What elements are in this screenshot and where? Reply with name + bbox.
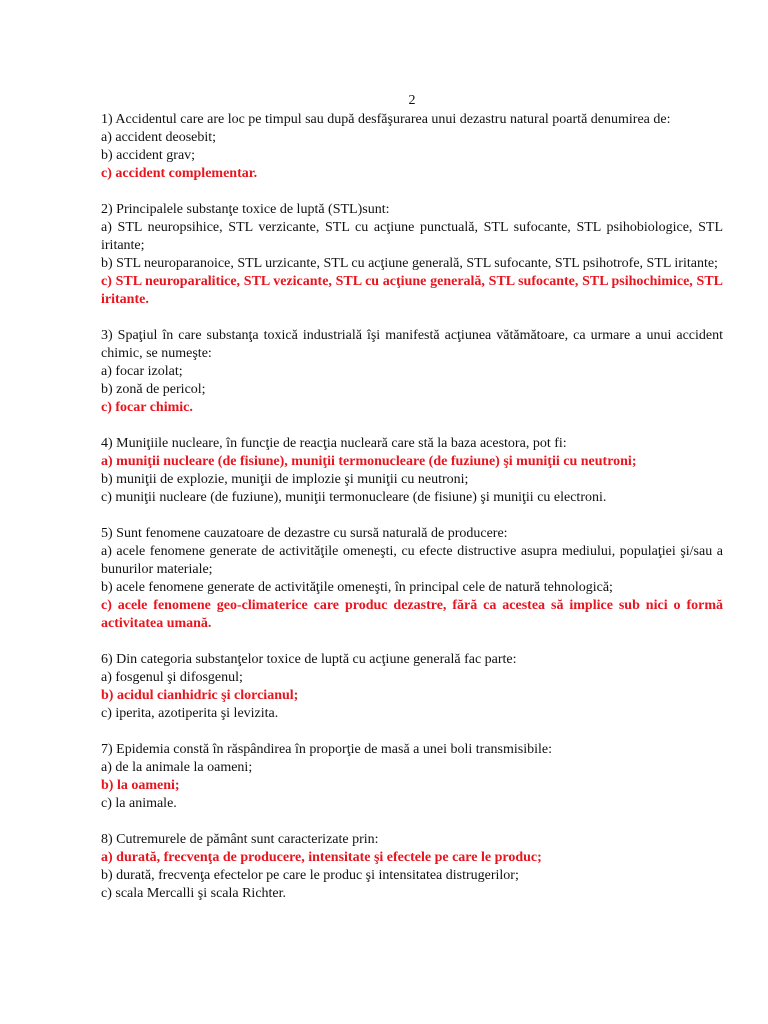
answer-option: c) iperita, azotiperita şi levizita. bbox=[101, 706, 279, 721]
correct-answer-option: c) STL neuroparalitice, STL vezicante, STL cu acţiune generală, STL sufocante, STL psihochimice, STL iritante. bbox=[101, 274, 723, 307]
page-number: 2 bbox=[408, 93, 416, 108]
question-text: 5) Sunt fenomene cauzatoare de dezastre cu sursă naturală de producere: bbox=[101, 526, 508, 541]
correct-answer-option: c) focar chimic. bbox=[101, 400, 193, 415]
correct-answer-option: c) accident complementar. bbox=[101, 166, 258, 181]
question-block bbox=[101, 525, 723, 633]
answer-option: a) focar izolat; bbox=[101, 364, 183, 379]
answer-option: b) acele fenomene generate de activităţile omeneşti, în principal cele de natură tehnologică; bbox=[101, 580, 613, 595]
answer-option: a) acele fenomene generate de activităţile omeneşti, cu efecte distructive asupra mediului, populaţiei şi/sau a bunurilor materiale; bbox=[101, 544, 723, 577]
question-block bbox=[101, 435, 723, 507]
correct-answer-option: c) acele fenomene geo-climaterice care produc dezastre, fără ca acestea să implice sub nici o formă activitatea umană. bbox=[101, 598, 723, 631]
answer-option: b) zonă de pericol; bbox=[101, 382, 206, 397]
question-text: 6) Din categoria substanţelor toxice de luptă cu acţiune generală fac parte: bbox=[101, 652, 517, 667]
correct-answer-option: a) muniţii nucleare (de fisiune), muniţii termonucleare (de fuziune) şi muniţii cu neutroni; bbox=[101, 454, 637, 469]
question-text: 2) Principalele substanţe toxice de luptă (STL)sunt: bbox=[101, 202, 390, 217]
answer-option: a) fosgenul şi difosgenul; bbox=[101, 670, 243, 685]
question-list bbox=[101, 111, 723, 903]
answer-option: b) durată, frecvenţa efectelor pe care le produc şi intensitatea distrugerilor; bbox=[101, 868, 519, 883]
question-text: 8) Cutremurele de pământ sunt caracterizate prin: bbox=[101, 832, 379, 847]
question-text: 3) Spaţiul în care substanţa toxică industrială îşi manifestă acţiunea vătămătoare, ca urmare a unui accident chimic, se numeşte: bbox=[101, 328, 723, 361]
answer-option: c) scala Mercalli şi scala Richter. bbox=[101, 886, 287, 901]
answer-option: c) la animale. bbox=[101, 796, 177, 811]
question-block bbox=[101, 831, 723, 903]
question-block bbox=[101, 111, 723, 183]
question-block bbox=[101, 201, 723, 309]
question-text: 4) Muniţiile nucleare, în funcţie de reacţia nucleară care stă la baza acestora, pot fi: bbox=[101, 436, 567, 451]
question-block bbox=[101, 327, 723, 417]
question-block bbox=[101, 741, 723, 813]
correct-answer-option: a) durată, frecvenţa de producere, intensitate şi efectele pe care le produc; bbox=[101, 850, 542, 865]
question-text: 1) Accidentul care are loc pe timpul sau după desfăşurarea unui dezastru natural poartă denumirea de: bbox=[101, 112, 671, 127]
question-block bbox=[101, 651, 723, 723]
answer-option: b) STL neuroparanoice, STL urzicante, STL cu acţiune generală, STL sufocante, STL psihotrofe, STL iritante; bbox=[101, 256, 718, 271]
answer-option: a) de la animale la oameni; bbox=[101, 760, 253, 775]
correct-answer-option: b) acidul cianhidric şi clorcianul; bbox=[101, 688, 299, 703]
answer-option: c) muniţii nucleare (de fuziune), muniţii termonucleare (de fisiune) şi muniţii cu electroni. bbox=[101, 490, 607, 505]
answer-option: a) STL neuropsihice, STL verzicante, STL cu acţiune punctuală, STL sufocante, STL psihobiologice, STL iritante; bbox=[101, 220, 723, 253]
document-page bbox=[101, 92, 723, 921]
answer-option: a) accident deosebit; bbox=[101, 130, 217, 145]
answer-option: b) muniţii de explozie, muniţii de implozie şi muniţii cu neutroni; bbox=[101, 472, 469, 487]
answer-option: b) accident grav; bbox=[101, 148, 196, 163]
question-text: 7) Epidemia constă în răspândirea în proporţie de masă a unei boli transmisibile: bbox=[101, 742, 552, 757]
correct-answer-option: b) la oameni; bbox=[101, 778, 180, 793]
